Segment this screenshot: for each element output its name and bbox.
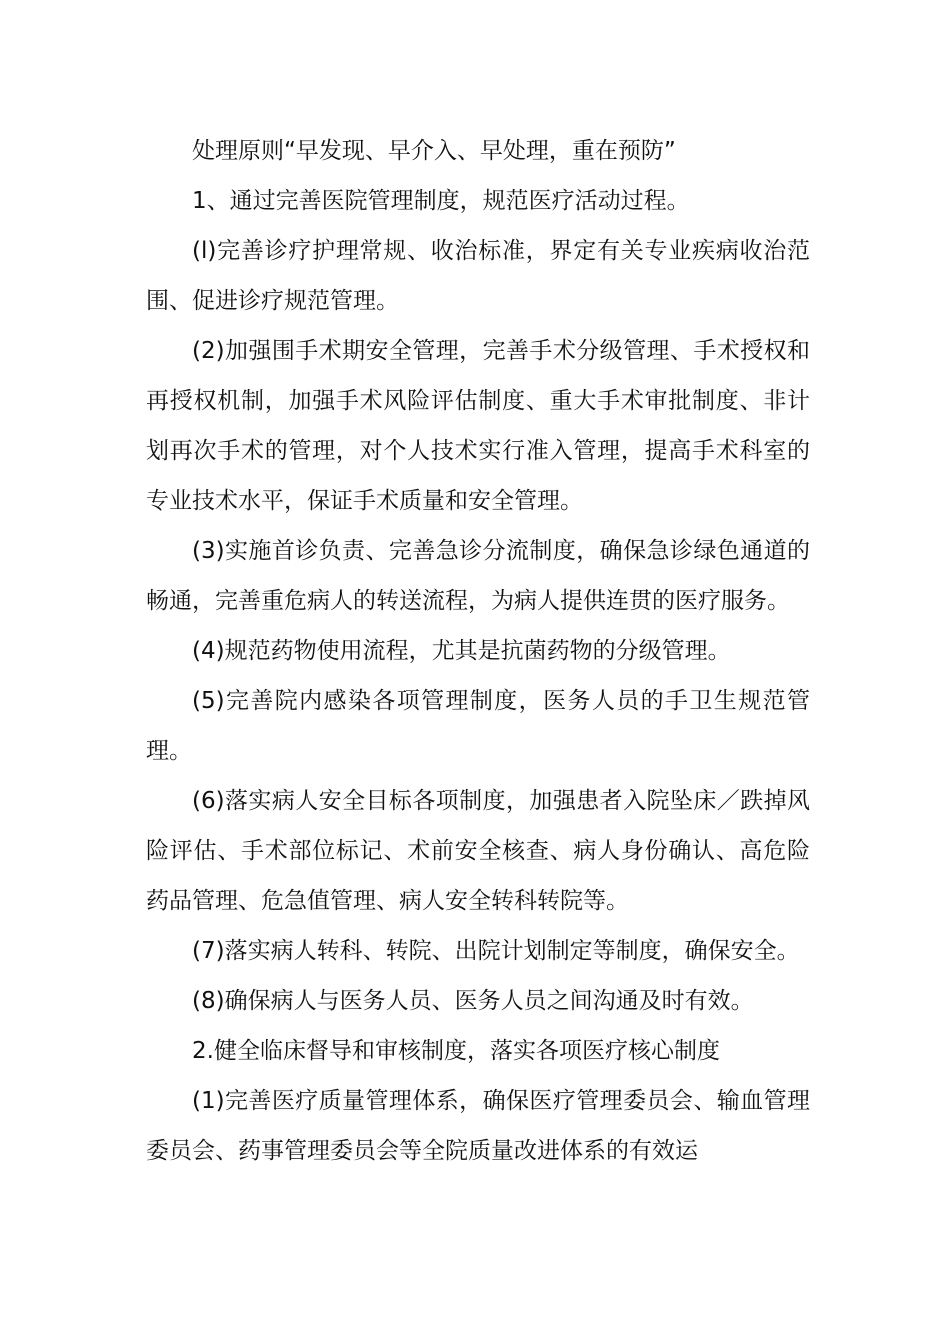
paragraph-item-4: (4)规范药物使用流程，尤其是抗菌药物的分级管理。 [192,638,731,664]
paragraph-section-2-item-1: (1)完善医疗质量管理体系，确保医疗管理委员会、输血管理委员会、药事管理委员会等全院质量改进体系的有效运 [146,1088,810,1164]
paragraph-item-7: (7)落实病人转科、转院、出院计划制定等制度，确保安全。 [192,938,800,964]
paragraph-item-2: (2)加强围手术期安全管理，完善手术分级管理、手术授权和再授权机制，加强手术风险评估制度、重大手术审批制度、非计划再次手术的管理，对个人技术实行准入管理，提高手术科室的专业技术水平，保证手术质量和安全管理。 [146,338,810,514]
paragraph-section-1: 1、通过完善医院管理制度，规范医疗活动过程。 [192,188,690,214]
paragraph-item-8: (8)确保病人与医务人员、医务人员之间沟通及时有效。 [192,988,754,1014]
paragraph-item-3: (3)实施首诊负责、完善急诊分流制度，确保急诊绿色通道的畅通，完善重危病人的转送流程，为病人提供连贯的医疗服务。 [146,538,810,614]
paragraph-item-6: (6)落实病人安全目标各项制度，加强患者入院坠床／跌掉风险评估、手术部位标记、术前安全核查、病人身份确认、高危险药品管理、危急值管理、病人安全转科转院等。 [146,788,810,914]
paragraph-section-2: 2.健全临床督导和审核制度，落实各项医疗核心制度 [192,1038,720,1064]
paragraph-principle: 处理原则“早发现、早介入、早处理，重在预防” [192,138,676,164]
paragraph-item-5: (5)完善院内感染各项管理制度，医务人员的手卫生规范管理。 [146,688,810,764]
document-body [146,126,810,1176]
paragraph-item-1: (l)完善诊疗护理常规、收治标准，界定有关专业疾病收治范围、促进诊疗规范管理。 [146,238,810,314]
